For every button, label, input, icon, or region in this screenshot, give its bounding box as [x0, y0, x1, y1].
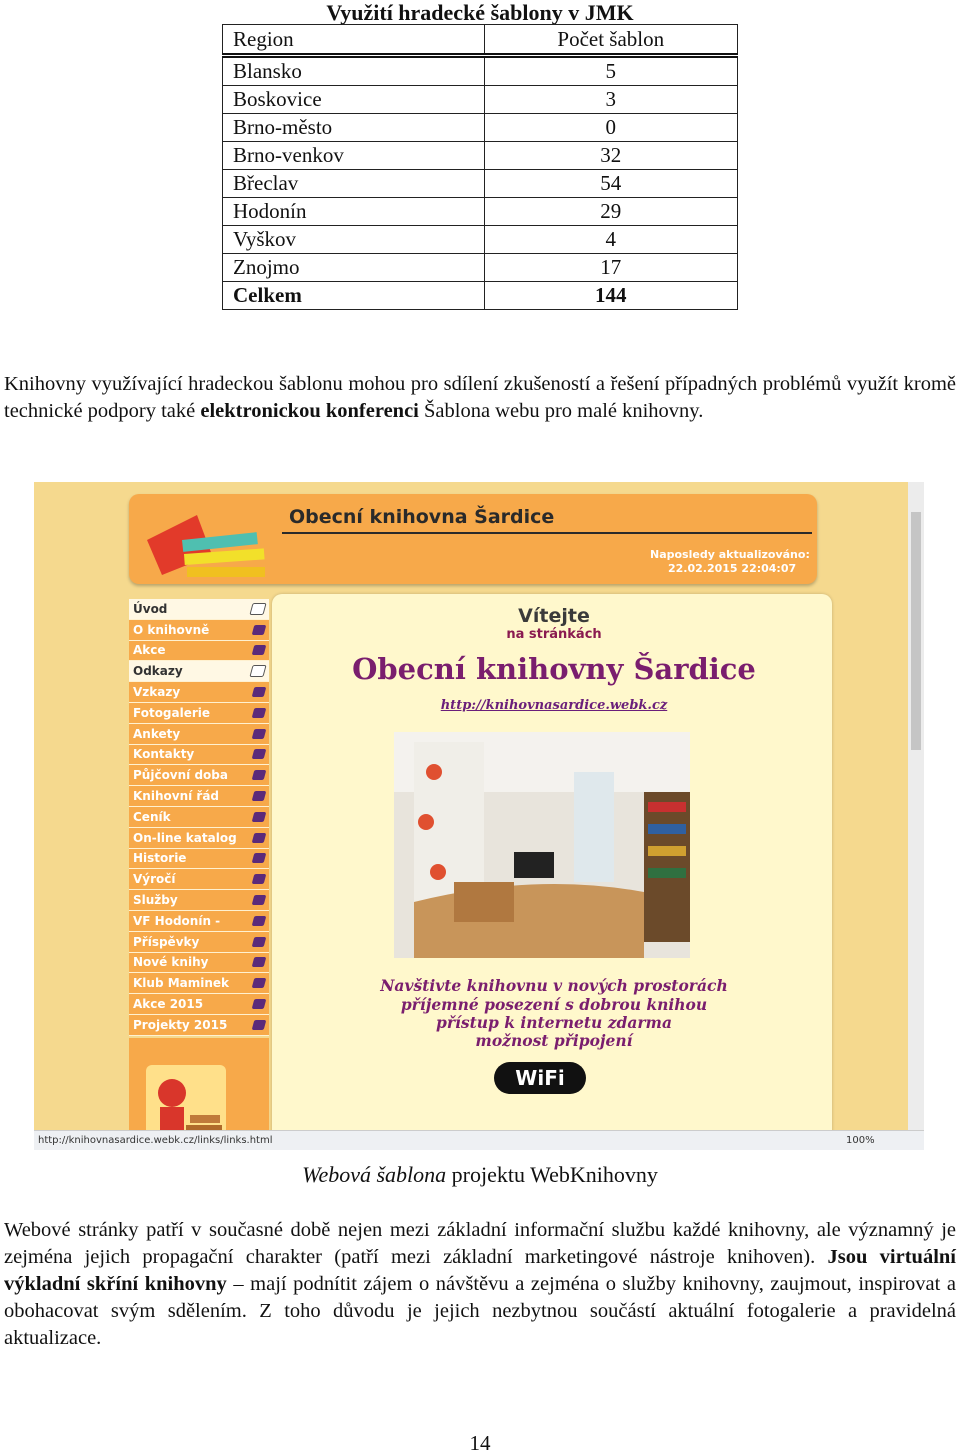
status-url: http://knihovnasardice.webk.cz/links/links.html: [38, 1135, 273, 1146]
menu-item-label: Projekty 2015: [133, 1017, 228, 1032]
book-bullet-icon: [252, 729, 267, 739]
cell-count: 29: [484, 198, 737, 226]
cell-region: Brno-venkov: [223, 142, 485, 170]
cell-region: Znojmo: [223, 254, 485, 282]
book-bullet-icon: [252, 770, 267, 780]
menu-item-label: Ankety: [133, 726, 181, 741]
menu-item-label: VF Hodonín -: [133, 913, 221, 928]
table-row: [223, 254, 738, 282]
title-underline: [282, 532, 812, 534]
table-row: [223, 114, 738, 142]
body-paragraph: [4, 1217, 956, 1352]
updated-label: Naposledy aktualizováno:: [650, 548, 810, 561]
menu-item-label: Kontakty: [133, 747, 195, 762]
cell-count: 32: [484, 142, 737, 170]
menu-item-label: Výročí: [133, 872, 176, 887]
book-bullet-icon: [252, 978, 267, 988]
paragraph-text: – mají podnítit zájem o návštěvu a zejména o služby knihovny, zaujmout, inspirovat a obohacovat svým sdělením. Z toho důvodu je jejich nezbytnou součástí aktuální fotogalerie a pravidelná aktualizace.: [4, 1273, 956, 1349]
paragraph-bold: Jsou virtuální výkladní skříní knihovny: [4, 1246, 956, 1295]
menu-item[interactable]: [129, 641, 269, 662]
book-bullet-icon: [252, 625, 267, 635]
menu-item-label: Historie: [133, 851, 187, 866]
table-total-row: [223, 282, 738, 310]
cell-count: 17: [484, 254, 737, 282]
menu-item-label: Vzkazy: [133, 685, 181, 700]
cell-count: 0: [484, 114, 737, 142]
scrollbar-thumb[interactable]: [911, 512, 921, 750]
menu-item[interactable]: [129, 911, 269, 932]
menu-item-label: Akce: [133, 643, 166, 658]
menu-item-label: O knihovně: [133, 622, 210, 637]
menu-item-label: Klub Maminek: [133, 976, 230, 991]
library-interior-photo: [394, 732, 690, 958]
menu-item[interactable]: [129, 599, 269, 620]
cell-count: 4: [484, 226, 737, 254]
menu-item-label: Odkazy: [133, 664, 183, 679]
menu-item[interactable]: [129, 724, 269, 745]
cell-count: 54: [484, 170, 737, 198]
menu-item[interactable]: [129, 869, 269, 890]
table-row: [223, 56, 738, 86]
menu-item[interactable]: [129, 953, 269, 974]
book-bullet-icon: [252, 749, 267, 759]
book-bullet-icon: [252, 874, 267, 884]
menu-item-label: Půjčovní doba: [133, 768, 228, 783]
book-bullet-icon: [252, 645, 267, 655]
book-bullet-icon: [249, 603, 266, 615]
books-logo-icon: [142, 510, 272, 582]
page-number: 14: [469, 1431, 491, 1455]
book-bullet-icon: [252, 999, 267, 1009]
book-bullet-icon: [249, 665, 266, 677]
menu-item[interactable]: [129, 890, 269, 911]
menu-item[interactable]: [129, 807, 269, 828]
caption-italic: Webová šablona: [302, 1162, 447, 1187]
paragraph-bold-link[interactable]: elektronickou konferenci: [200, 400, 419, 422]
menu-item-label: Příspěvky: [133, 934, 200, 949]
menu-item[interactable]: [129, 786, 269, 807]
menu-item[interactable]: [129, 745, 269, 766]
menu-item-label: Ceník: [133, 809, 171, 824]
menu-item-label: Akce 2015: [133, 997, 204, 1012]
paragraph-text: Webové stránky patří v současné době nejen mezi základní informační službu každé knihovny, ale významný je zejména jejich propagační charakter (patří mezi základní marketingové nástroje knihoven).: [4, 1219, 956, 1268]
library-name: Obecní knihovny Šardice: [352, 652, 756, 686]
book-bullet-icon: [252, 833, 267, 843]
cell-region: Brno-město: [223, 114, 485, 142]
book-bullet-icon: [252, 791, 267, 801]
book-bullet-icon: [252, 853, 267, 863]
wifi-badge: WiFi: [494, 1062, 586, 1094]
table-row: [223, 142, 738, 170]
cell-total-value: 144: [484, 282, 737, 310]
table-row: [223, 198, 738, 226]
menu-item[interactable]: [129, 661, 269, 682]
website-screenshot: [34, 482, 924, 1150]
library-url-link[interactable]: http://knihovnasardice.webk.cz: [440, 698, 668, 713]
table-title: Využití hradecké šablony v JMK: [326, 0, 634, 25]
book-bullet-icon: [252, 812, 267, 822]
menu-item-label: Nové knihy: [133, 955, 209, 970]
book-bullet-icon: [252, 957, 267, 967]
menu-item[interactable]: [129, 682, 269, 703]
book-bullet-icon: [252, 1020, 267, 1030]
cell-region: Blansko: [223, 56, 485, 86]
paragraph-text: Knihovny využívající hradeckou šablonu mohou pro sdílení zkušeností a řešení případných problémů využít kromě technické podpory také: [4, 373, 956, 422]
book-bullet-icon: [252, 895, 267, 905]
cell-count: 3: [484, 86, 737, 114]
updated-value: 22.02.2015 22:04:07: [668, 562, 797, 575]
cell-region: Břeclav: [223, 170, 485, 198]
menu-item-label: Fotogalerie: [133, 705, 211, 720]
region-table: [222, 24, 738, 310]
menu-item[interactable]: [129, 620, 269, 641]
cell-count: 5: [484, 56, 737, 86]
slogan-line: přístup k internetu zdarma: [435, 1013, 672, 1032]
site-menu: [129, 599, 269, 1036]
cell-region: Hodonín: [223, 198, 485, 226]
table-row: [223, 170, 738, 198]
slogan-line: příjemné posezení s dobrou knihou: [400, 995, 708, 1014]
intro-paragraph: [4, 371, 956, 425]
menu-item[interactable]: [129, 703, 269, 724]
menu-item[interactable]: [129, 849, 269, 870]
figure-caption: [0, 1162, 960, 1188]
menu-item-label: On-line katalog: [133, 830, 237, 845]
welcome-subheading: na stránkách: [506, 627, 602, 642]
menu-item-label: Knihovní řád: [133, 789, 220, 804]
cell-total-label: Celkem: [223, 282, 485, 310]
caption-text: projektu WebKnihovny: [446, 1162, 658, 1187]
zoom-level[interactable]: 100%: [846, 1135, 875, 1146]
table-row: [223, 86, 738, 114]
menu-item[interactable]: [129, 1015, 269, 1036]
slogan-line: možnost připojení: [475, 1031, 633, 1050]
table-row: [223, 226, 738, 254]
cell-region: Boskovice: [223, 86, 485, 114]
book-bullet-icon: [252, 916, 267, 926]
browser-status-bar: [34, 1130, 924, 1150]
site-title: Obecní knihovna Šardice: [289, 506, 555, 528]
menu-item-label: Služby: [133, 893, 178, 908]
menu-item[interactable]: [129, 828, 269, 849]
paragraph-text: Šablona webu pro malé knihovny.: [418, 400, 704, 422]
header-region: Region: [223, 25, 485, 56]
table-header-row: [223, 25, 738, 56]
cell-region: Vyškov: [223, 226, 485, 254]
menu-item[interactable]: [129, 932, 269, 953]
welcome-heading: Vítejte: [518, 605, 590, 627]
menu-item-label: Úvod: [133, 601, 168, 616]
book-bullet-icon: [252, 708, 267, 718]
book-bullet-icon: [252, 687, 267, 697]
menu-item[interactable]: [129, 994, 269, 1015]
slogan-line: Navštivte knihovnu v nových prostorách: [380, 976, 728, 995]
header-count: Počet šablon: [484, 25, 737, 56]
menu-item[interactable]: [129, 765, 269, 786]
menu-item[interactable]: [129, 973, 269, 994]
book-bullet-icon: [252, 937, 267, 947]
